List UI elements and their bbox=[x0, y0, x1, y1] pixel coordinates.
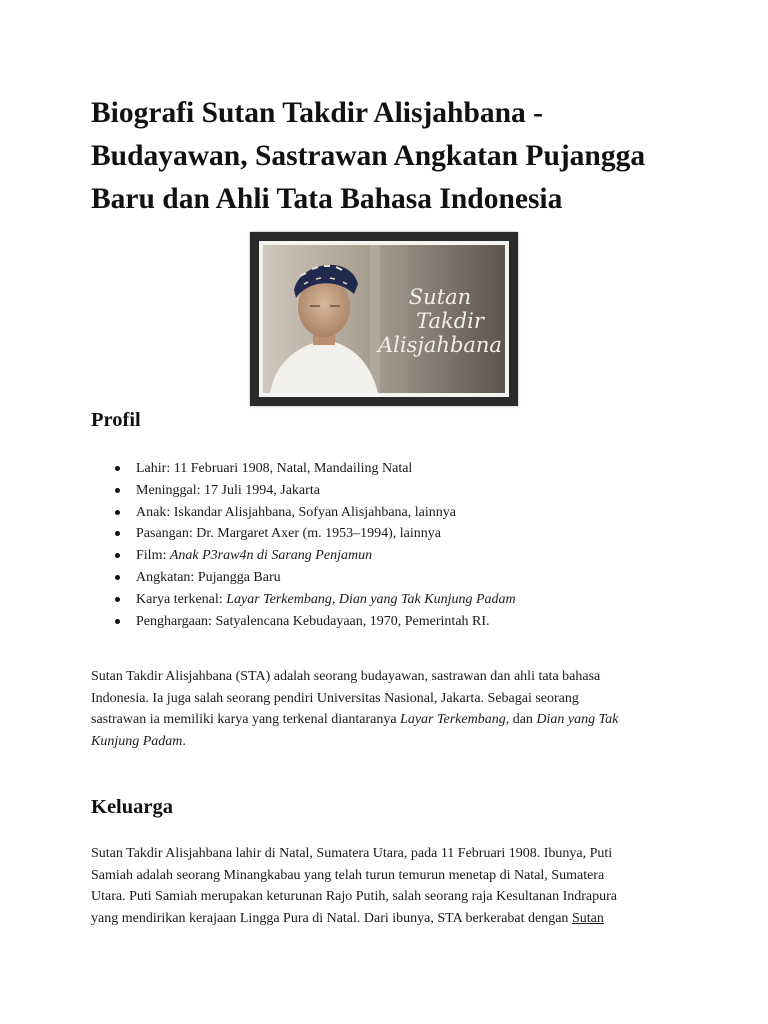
profil-heading: Profil bbox=[91, 409, 141, 431]
profile-item-lahir: Lahir: 11 Februari 1908, Natal, Mandailing Natal bbox=[136, 458, 516, 480]
photo-caption-1: Sutan bbox=[408, 285, 472, 309]
profile-item-karya: Karya terkenal: Layar Terkembang, Dian yang Tak Kunjung Padam bbox=[136, 589, 516, 611]
title-line-2: Budayawan, Sastrawan Angkatan Pujangga bbox=[91, 140, 646, 172]
photo-caption-3: Alisjahbana bbox=[378, 333, 502, 357]
profile-item-penghargaan: Penghargaan: Satyalencana Kebudayaan, 1970, Pemerintah RI. bbox=[136, 611, 516, 633]
keluarga-paragraph: Sutan Takdir Alisjahbana lahir di Natal, Sumatera Utara, pada 11 Februari 1908. Ibunya, Puti Samiah adalah seorang Minangkabau yang telah turun temurun menetap di Natal, Sumatera Utara. Puti Samiah merupakan keturunan Rajo Putih, salah seorang raja Kesultanan Indrapura yang mendirikan kerajaan Lingga Pura di Natal. Dari ibunya, STA berkerabat dengan Sutan bbox=[91, 846, 618, 926]
article-title bbox=[91, 92, 681, 221]
profile-item-meninggal: Meninggal: 17 Juli 1994, Jakarta bbox=[136, 480, 516, 502]
profile-list bbox=[91, 458, 516, 632]
title-line-1: Biografi Sutan Takdir Alisjahbana - bbox=[91, 97, 543, 129]
intro-paragraph: Sutan Takdir Alisjahbana (STA) adalah seorang budayawan, sastrawan dan ahli tata bahasa Indonesia. Ia juga salah seorang pendiri Universitas Nasional, Jakarta. Sebagai seorang sastrawan ia memiliki karya yang terkenal diantaranya Layar Terkembang, dan Dian yang Tak Kunjung Padam. bbox=[91, 669, 619, 749]
profile-item-angkatan: Angkatan: Pujangga Baru bbox=[136, 567, 516, 589]
portrait-photo bbox=[250, 232, 518, 406]
profile-item-pasangan: Pasangan: Dr. Margaret Axer (m. 1953–1994), lainnya bbox=[136, 523, 516, 545]
keluarga-heading: Keluarga bbox=[91, 796, 173, 818]
profile-item-anak: Anak: Iskandar Alisjahbana, Sofyan Alisjahbana, lainnya bbox=[136, 502, 516, 524]
sutan-link[interactable]: Sutan bbox=[571, 910, 604, 926]
title-line-3: Baru dan Ahli Tata Bahasa Indonesia bbox=[91, 183, 563, 215]
photo-caption-2: Takdir bbox=[416, 309, 484, 333]
profile-item-film: Film: Anak P3raw4n di Sarang Penjamun bbox=[136, 545, 516, 567]
portrait-photo-image bbox=[250, 232, 518, 406]
